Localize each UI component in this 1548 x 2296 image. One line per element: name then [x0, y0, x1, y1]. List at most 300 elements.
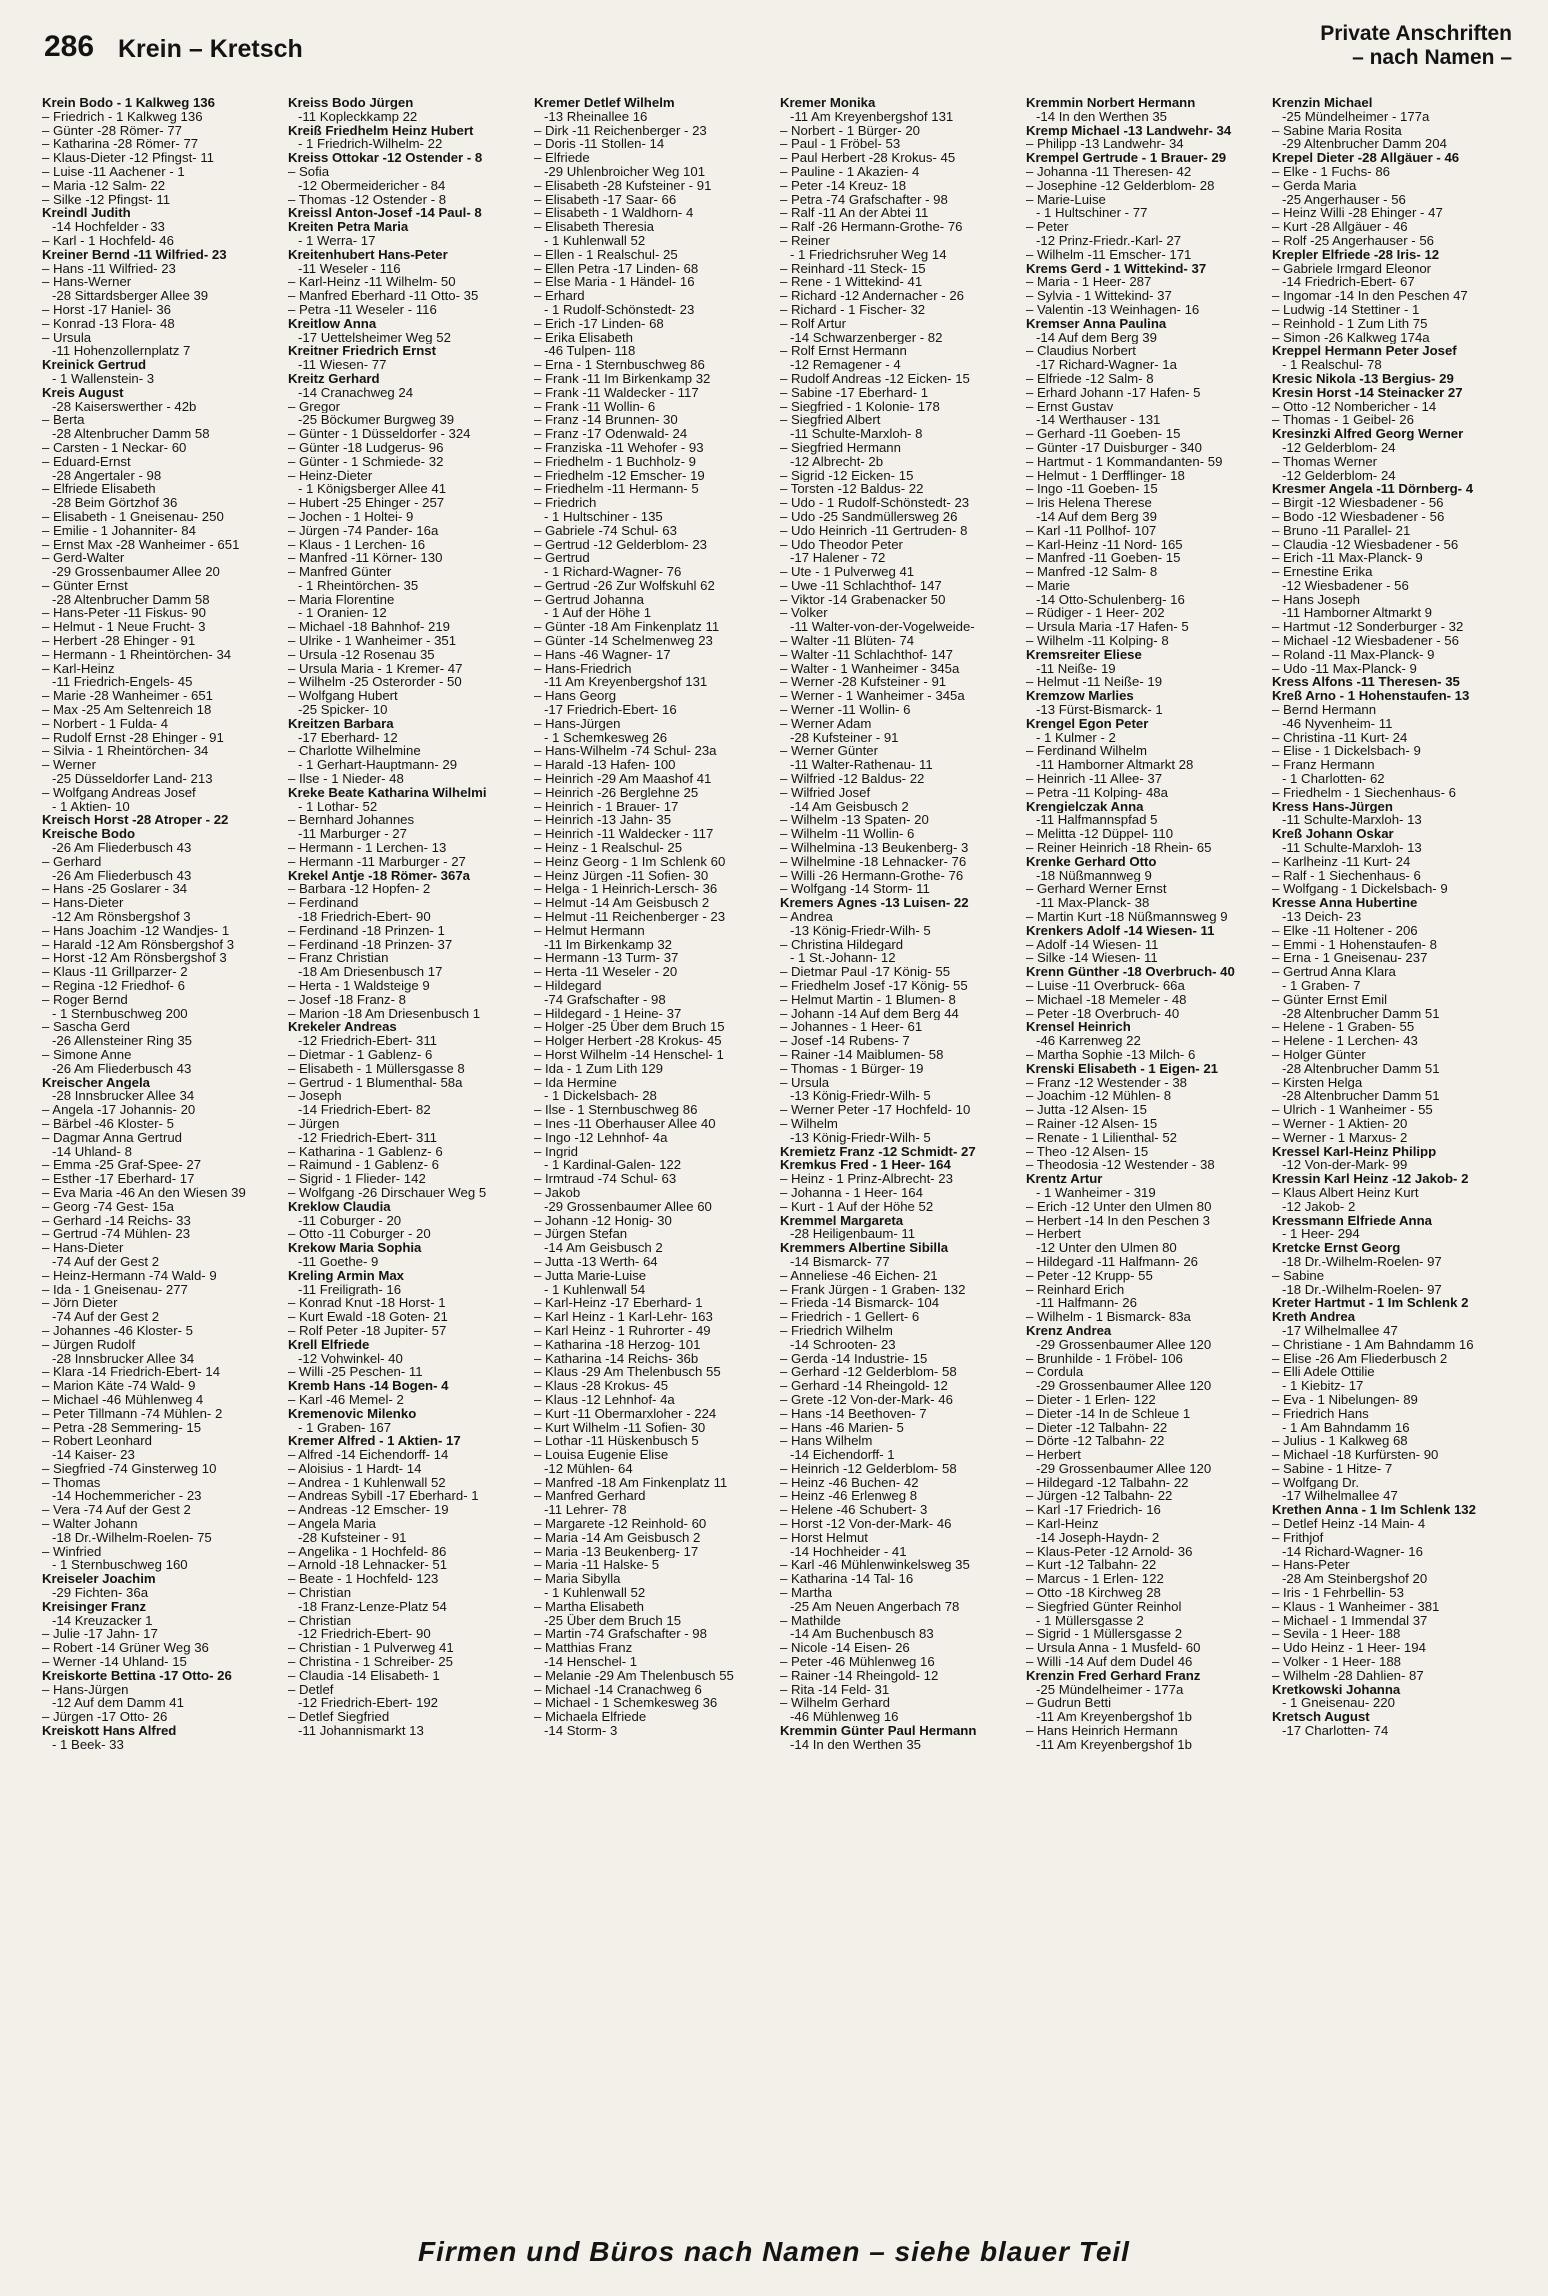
listing-entry: – Hartmut - 1 Kommandanten- 59: [1026, 454, 1223, 469]
listing-entry: – Michael -18 Kurfürsten- 90: [1272, 1448, 1439, 1462]
listing-entry: – Karl -46 Memel- 2: [288, 1392, 404, 1407]
listing-entry: -13 Deich- 23: [1282, 910, 1362, 924]
listing-entry: – Holger Günter: [1272, 1047, 1366, 1062]
listing-entry: – Kurt -11 Obermarxloher - 224: [534, 1406, 717, 1421]
listing-entry: – Jutta -12 Alsen- 15: [1026, 1103, 1147, 1117]
listing-entry: – Heinrich -11 Waldecker - 117: [534, 827, 714, 842]
listing-entry: – Angela Maria: [288, 1517, 376, 1531]
listing-entry: – Dirk -11 Reichenberger - 23: [534, 123, 707, 138]
listing-entry: -25 Über dem Bruch 15: [544, 1613, 682, 1628]
listing-entry: – Christina Hildegard: [780, 937, 904, 952]
listing-entry: -28 Angertaler - 98: [52, 468, 162, 483]
listing-entry: – Klaus -11 Grillparzer- 2: [42, 965, 188, 979]
listing-entry: – Klaus -29 Am Thelenbusch 55: [534, 1365, 721, 1380]
listing-entry: – Werner - 1 Wanheimer - 345a: [780, 689, 965, 704]
listing-entry: – Holger Herbert -28 Krokus- 45: [534, 1034, 722, 1048]
listing-entry: – Kurt Wilhelm -11 Sofien- 30: [534, 1420, 706, 1435]
listing-entry: – Viktor -14 Grabenacker 50: [780, 592, 946, 607]
listing-entry: – Michaela Elfriede: [534, 1710, 647, 1725]
listing-entry: – Birgit -12 Wiesbadener - 56: [1272, 496, 1444, 510]
listing-entry: Kressel Karl-Heinz Philipp: [1272, 1144, 1437, 1159]
listing-entry: – Michael -46 Mühlenweg 4: [42, 1392, 204, 1407]
listing-entry: – Rita -14 Feld- 31: [780, 1682, 890, 1697]
listing-entry: – Heinrich - 1 Brauer- 17: [534, 799, 679, 814]
listing-entry: Kressin Karl Heinz -12 Jakob- 2: [1272, 1172, 1469, 1186]
listing-entry: – Hans-Dieter: [42, 1241, 124, 1255]
listing-entry: – Martha Elisabeth: [534, 1599, 644, 1614]
listing-entry: -11 Marburger - 27: [298, 827, 407, 842]
listing-entry: – Rene - 1 Wittekind- 41: [780, 275, 923, 290]
listing-entry: -17 Friedrich-Ebert- 16: [544, 703, 677, 717]
listing-entry: – Karl-Heinz -11 Wilhelm- 50: [288, 275, 456, 290]
listing-entry: – Günter - 1 Düsseldorfer - 324: [288, 427, 471, 441]
listing-entry: -25 Mündelheimer - 177a: [1282, 109, 1430, 124]
listing-entry: – Hubert -25 Ehinger - 257: [288, 496, 445, 510]
listing-entry: – Julius - 1 Kalkweg 68: [1272, 1434, 1408, 1449]
listing-entry: -14 Storm- 3: [544, 1724, 618, 1738]
listing-entry: – Christina - 1 Schreiber- 25: [288, 1655, 453, 1669]
listing-entry: – Frank -11 Im Birkenkamp 32: [534, 371, 711, 386]
listing-column-5: [1026, 96, 1260, 2216]
listing-entry: – Karl - 1 Hochfeld- 46: [42, 233, 174, 248]
listing-entry: Kreter Hartmut - 1 Im Schlenk 2: [1272, 1296, 1469, 1311]
listing-entry: Kreis August: [42, 385, 124, 400]
listing-entry: -11 Max-Planck- 38: [1036, 896, 1150, 911]
listing-entry: – Michael -12 Wiesbadener - 56: [1272, 634, 1459, 648]
listing-entry: -14 Kaiser- 23: [52, 1448, 135, 1462]
listing-entry: -11 Hamborner Altmarkt 9: [1282, 606, 1432, 621]
listing-entry: – Walter -11 Schlachthof- 147: [780, 647, 953, 662]
listing-entry: -11 Hamborner Altmarkt 28: [1036, 758, 1194, 773]
listing-entry: – Bernhard Johannes: [288, 813, 415, 828]
listing-entry: - 1 Müllersgasse 2: [1036, 1613, 1144, 1628]
listing-entry: – Andrea - 1 Kuhlenwall 52: [288, 1475, 446, 1490]
listing-entry: – Wilhelm: [780, 1116, 838, 1131]
listing-entry: Kremenovic Milenko: [288, 1406, 417, 1421]
listing-entry: – Elisabeth - 1 Gneisenau- 250: [42, 509, 224, 524]
listing-entry: Krepel Dieter -28 Allgäuer - 46: [1272, 151, 1460, 165]
listing-entry: – Heinrich -13 Jahn- 35: [534, 813, 672, 828]
listing-entry: – Friedrich - 1 Gellert- 6: [780, 1310, 920, 1324]
listing-entry: - 1 Graben- 167: [298, 1420, 392, 1435]
listing-entry: Kretsch August: [1272, 1710, 1370, 1725]
listing-entry: – Vera -74 Auf der Gest 2: [42, 1503, 191, 1518]
listing-entry: – Friedhelm -12 Emscher- 19: [534, 468, 705, 483]
listing-entry: Kresin Horst -14 Steinacker 27: [1272, 385, 1463, 400]
listing-entry: – Gerhard Werner Ernst: [1026, 882, 1167, 897]
listing-entry: -14 Auf dem Berg 39: [1036, 330, 1157, 345]
listing-entry: – Kurt Ewald -18 Goten- 21: [288, 1310, 448, 1324]
listing-entry: -17 Richard-Wagner- 1a: [1036, 358, 1177, 372]
listing-entry: -11 Johannismarkt 13: [298, 1724, 424, 1738]
listing-entry: – Werner -14 Uhland- 15: [42, 1655, 187, 1669]
listing-entry: -46 Nyvenheim- 11: [1282, 716, 1393, 731]
listing-entry: -13 König-Friedr-Wilh- 5: [790, 1089, 931, 1104]
listing-entry: – Wilhelm -11 Emscher- 171: [1026, 247, 1192, 262]
listing-entry: – Kirsten Helga: [1272, 1075, 1363, 1090]
listing-entry: – Udo Heinz - 1 Heer- 194: [1272, 1641, 1426, 1656]
listing-entry: -11 Goethe- 9: [298, 1254, 379, 1269]
listing-entry: Kreß Arno - 1 Hohenstaufen- 13: [1272, 689, 1470, 704]
listing-entry: – Martin Kurt -18 Nüßmannsweg 9: [1026, 910, 1228, 924]
listing-entry: – Arnold -18 Lehnacker- 51: [288, 1558, 448, 1573]
listing-entry: – Josef -18 Franz- 8: [288, 992, 407, 1007]
listing-entry: – Friedhelm Josef -17 König- 55: [780, 979, 968, 993]
listing-entry: – Elfriede -12 Salm- 8: [1026, 371, 1154, 386]
listing-entry: – Ingomar -14 In den Peschen 47: [1272, 289, 1468, 303]
listing-entry: – Holger -25 Über dem Bruch 15: [534, 1020, 725, 1035]
listing-entry: -11 Schulte-Marxloh- 13: [1282, 813, 1422, 828]
listing-column-2: [288, 96, 522, 2216]
listing-entry: – Max -25 Am Seltenreich 18: [42, 703, 212, 717]
listing-entry: – Katharina -14 Reichs- 36b: [534, 1351, 699, 1366]
listing-entry: Kremmers Albertine Sibilla: [780, 1241, 949, 1255]
listing-entry: – Kurt -28 Allgäuer - 46: [1272, 220, 1408, 234]
listing-column-1: [42, 96, 276, 2216]
listing-entry: – Elisabeth Theresia: [534, 220, 654, 234]
listing-entry: -11 Hohenzollernplatz 7: [52, 344, 191, 359]
listing-entry: – Gabriele Irmgard Eleonor: [1272, 261, 1432, 276]
listing-entry: – Maria Florentine: [288, 592, 395, 607]
listing-entry: – Horst -17 Haniel- 36: [42, 302, 172, 317]
listing-column-4: [780, 96, 1014, 2216]
listing-entry: -11 Weseler - 116: [298, 261, 401, 276]
listing-entry: – Thomas - 1 Geibel- 26: [1272, 413, 1414, 428]
listing-entry: -17 Eberhard- 12: [298, 730, 398, 745]
listing-entry: – Margarete -12 Reinhold- 60: [534, 1517, 707, 1531]
listing-entry: – Julie -17 Jahn- 17: [42, 1627, 158, 1642]
listing-entry: – Heinrich -29 Am Maashof 41: [534, 772, 712, 786]
listing-entry: – Silke -12 Pfingst- 11: [42, 192, 171, 207]
listing-entry: – Wilhelm -25 Osterorder - 50: [288, 675, 462, 690]
listing-entry: – Klaus -12 Lehnhof- 4a: [534, 1392, 675, 1407]
listing-entry: – Hans Joseph: [1272, 592, 1360, 607]
listing-entry: – Ingo -12 Lehnhof- 4a: [534, 1130, 668, 1145]
listing-entry: – Wilhelm -11 Wollin- 6: [780, 827, 915, 842]
listing-entry: – Heinz Willi -28 Ehinger - 47: [1272, 206, 1443, 221]
listing-entry: – Karl-Heinz: [1026, 1517, 1099, 1531]
listing-entry: -14 Am Buchenbusch 83: [790, 1627, 934, 1642]
listing-entry: – Karl Heinz - 1 Ruhrorter - 49: [534, 1323, 711, 1338]
listing-entry: – Bärbel -46 Kloster- 5: [42, 1116, 174, 1131]
listing-entry: – Michael -18 Memeler - 48: [1026, 992, 1187, 1007]
listing-entry: – Elfriede: [534, 151, 590, 165]
listing-entry: -29 Altenbrucher Damm 204: [1282, 137, 1447, 152]
listing-entry: – Gertrud -12 Gelderblom- 23: [534, 537, 707, 552]
listing-entry: – Heinrich -12 Gelderblom- 58: [780, 1461, 957, 1476]
listing-entry: -28 Kufsteiner - 91: [298, 1530, 407, 1545]
listing-entry: – Friedrich - 1 Kalkweg 136: [42, 109, 203, 124]
listing-entry: – Hans-Peter -11 Fiskus- 90: [42, 606, 206, 621]
listing-entry: -18 Am Driesenbusch 17: [298, 965, 443, 979]
listing-entry: – Louisa Eugenie Elise: [534, 1448, 669, 1462]
listing-entry: -12 Friedrich-Ebert- 311: [298, 1130, 438, 1145]
listing-entry: – Udo -11 Max-Planck- 9: [1272, 661, 1417, 676]
listing-entry: – Werner Günter: [780, 744, 878, 759]
listing-entry: – Maria -14 Am Geisbusch 2: [534, 1530, 701, 1545]
listing-entry: – Rudolf Andreas -12 Eicken- 15: [780, 371, 970, 386]
listing-entry: – Katharina - 1 Gablenz- 6: [288, 1144, 443, 1159]
listing-entry: -13 König-Friedr-Wilh- 5: [790, 1130, 931, 1145]
listing-entry: Kreische Bodo: [42, 827, 136, 842]
listing-entry: – Friedrich: [534, 496, 597, 510]
listing-entry: – Detlef Siegfried: [288, 1710, 390, 1725]
listing-entry: – Wolfgang Hubert: [288, 689, 398, 704]
listing-entry: – Mathilde: [780, 1613, 841, 1628]
listing-entry: - 1 St.-Johann- 12: [790, 951, 896, 966]
listing-entry: Kressmann Elfriede Anna: [1272, 1213, 1433, 1228]
listing-entry: – Ingo -11 Goeben- 15: [1026, 482, 1158, 497]
listing-entry: -14 In den Werthen 35: [790, 1737, 921, 1752]
listing-entry: – Katharina -14 Tal- 16: [780, 1572, 914, 1587]
listing-entry: – Winfried: [42, 1544, 102, 1559]
listing-entry: – Manfred -12 Salm- 8: [1026, 565, 1158, 579]
listing-entry: – Konrad -13 Flora- 48: [42, 316, 175, 331]
listing-entry: -11 Halfmannspfad 5: [1036, 813, 1158, 828]
listing-entry: – Wilfried -12 Baldus- 22: [780, 772, 925, 786]
listing-entry: – Iris Helena Therese: [1026, 496, 1152, 510]
listing-entry: – Elise -26 Am Fliederbusch 2: [1272, 1351, 1448, 1366]
listing-entry: – Wolfgang -26 Dirschauer Weg 5: [288, 1185, 487, 1200]
section-title-line-2: – nach Namen –: [1352, 46, 1512, 69]
listing-entry: -14 Kreuzacker 1: [52, 1613, 153, 1628]
listing-entry: -11 Am Kreyenbergshof 131: [544, 675, 708, 690]
listing-entry: -28 Heiligenbaum- 11: [790, 1227, 916, 1242]
listing-entry: – Lothar -11 Hüskenbusch 5: [534, 1434, 699, 1449]
listing-entry: – Bernd Hermann: [1272, 703, 1377, 717]
listing-entry: – Martha Sophie -13 Milch- 6: [1026, 1047, 1196, 1062]
listing-entry: - 1 Sternbuschweg 200: [52, 1006, 188, 1021]
listing-entry: – Hermann - 1 Lerchen- 13: [288, 841, 447, 855]
listing-entry: – Gertrud Anna Klara: [1272, 965, 1396, 979]
listing-entry: – Heinz - 1 Realschul- 25: [534, 841, 683, 855]
listing-entry: – Ida - 1 Gneisenau- 277: [42, 1282, 188, 1297]
listing-entry: Kreitz Gerhard: [288, 371, 380, 386]
listing-entry: -18 Dr.-Wilhelm-Roelen- 75: [52, 1530, 212, 1545]
listing-entry: – Günter -18 Am Finkenplatz 11: [534, 620, 720, 635]
listing-entry: -74 Auf der Gest 2: [52, 1254, 160, 1269]
listing-entry: – Nicole -14 Eisen- 26: [780, 1641, 910, 1656]
listing-entry: – Friedhelm -11 Hermann- 5: [534, 482, 699, 497]
listing-entry: -14 Schrooten- 23: [790, 1337, 896, 1352]
listing-entry: – Bruno -11 Parallel- 21: [1272, 523, 1411, 538]
listing-entry: – Bodo -12 Wiesbadener - 56: [1272, 509, 1445, 524]
listing-entry: – Maria -13 Beukenberg- 17: [534, 1544, 699, 1559]
listing-entry: – Rolf -25 Angerhauser - 56: [1272, 233, 1435, 248]
listing-entry: – Ellen Petra -17 Linden- 68: [534, 261, 699, 276]
listing-entry: – Petra -11 Weseler - 116: [288, 302, 437, 317]
listing-entry: - 1 Hultschiner - 77: [1036, 206, 1148, 221]
listing-entry: – Erich -11 Max-Planck- 9: [1272, 551, 1423, 566]
listing-entry: – Roland -11 Max-Planck- 9: [1272, 647, 1435, 662]
listing-entry: – Hans-Peter: [1272, 1558, 1350, 1573]
listing-entry: – Maria -11 Halske- 5: [534, 1558, 660, 1573]
listing-entry: – Jürgen Rudolf: [42, 1337, 136, 1352]
listing-entry: -12 Friedrich-Ebert- 311: [298, 1034, 438, 1048]
listing-entry: – Dieter - 1 Erlen- 122: [1026, 1392, 1156, 1407]
listing-entry: – Claudius Norbert: [1026, 344, 1136, 359]
listing-entry: – Friedhelm - 1 Buchholz- 9: [534, 454, 696, 469]
listing-entry: – Günter -14 Schelmenweg 23: [534, 634, 713, 648]
listing-entry: – Helmut Martin - 1 Blumen- 8: [780, 992, 956, 1007]
listing-entry: – Ernst Gustav: [1026, 399, 1114, 414]
listing-entry: – Ulrike - 1 Wanheimer - 351: [288, 634, 457, 648]
listing-entry: – Manfred -11 Körner- 130: [288, 551, 443, 566]
listing-entry: – Ferdinand Wilhelm: [1026, 744, 1147, 759]
listing-entry: – Robert Leonhard: [42, 1434, 152, 1449]
listing-entry: – Renate - 1 Lilienthal- 52: [1026, 1130, 1178, 1145]
listing-entry: – Alfred -14 Eichendorff- 14: [288, 1448, 449, 1462]
listing-entry: -25 Spicker- 10: [298, 703, 388, 717]
listing-entry: -12 Albrecht- 2b: [790, 454, 884, 469]
listing-entry: – Frieda -14 Bismarck- 104: [780, 1296, 940, 1311]
listing-entry: – Hans Wilhelm: [780, 1434, 873, 1449]
listing-entry: – Hans-Friedrich: [534, 661, 632, 676]
listing-entry: – Ernst Max -28 Wanheimer - 651: [42, 537, 240, 552]
listing-entry: – Franz -14 Brunnen- 30: [534, 413, 678, 428]
listing-entry: – Hildegard -11 Halfmann- 26: [1026, 1254, 1199, 1269]
listing-entry: - 1 Rheintörchen- 35: [298, 578, 419, 593]
listing-entry: – Gerhard -12 Gelderblom- 58: [780, 1365, 957, 1380]
listing-entry: – Christian - 1 Pulverweg 41: [288, 1641, 454, 1656]
listing-entry: – Sofia: [288, 164, 330, 179]
listing-entry: Kremsreiter Eliese: [1026, 647, 1142, 662]
listing-entry: -12 Jakob- 2: [1282, 1199, 1356, 1214]
listing-entry: – Regina -12 Friedhof- 6: [42, 979, 185, 993]
listing-entry: – Robert -14 Grüner Weg 36: [42, 1641, 209, 1656]
listing-entry: – Cordula: [1026, 1365, 1084, 1380]
listing-entry: – Udo - 1 Rudolf-Schönstedt- 23: [780, 496, 970, 510]
listing-entry: Kreitner Friedrich Ernst: [288, 344, 437, 359]
listing-entry: – Friedhelm - 1 Siechenhaus- 6: [1272, 785, 1456, 800]
listing-entry: – Konrad Knut -18 Horst- 1: [288, 1296, 446, 1311]
listing-entry: – Simon -26 Kalkweg 174a: [1272, 330, 1430, 345]
listing-entry: – Wilhelm Gerhard: [780, 1696, 890, 1711]
listing-entry: – Claudia -14 Elisabeth- 1: [288, 1668, 440, 1683]
listing-entry: – Franz -17 Odenwald- 24: [534, 427, 688, 441]
listing-entry: – Peter -14 Kreuz- 18: [780, 178, 907, 193]
listing-entry: – Jörn Dieter: [42, 1296, 118, 1311]
listing-entry: – Sylvia - 1 Wittekind- 37: [1026, 289, 1172, 303]
listing-entry: – Richard -12 Andernacher - 26: [780, 289, 964, 303]
listing-entry: Kreisinger Franz: [42, 1599, 147, 1614]
listing-entry: -29 Grossenbaumer Allee 120: [1036, 1337, 1212, 1352]
listing-entry: – Hermann -11 Marburger - 27: [288, 854, 466, 869]
listing-entry: – Reinhard Erich: [1026, 1282, 1125, 1297]
listing-entry: – Raimund - 1 Gablenz- 6: [288, 1158, 439, 1173]
listing-entry: Kreiskorte Bettina -17 Otto- 26: [42, 1668, 232, 1683]
listing-entry: – Christian: [288, 1586, 352, 1600]
listing-entry: – Dagmar Anna Gertrud: [42, 1130, 183, 1145]
listing-entry: -11 Walter-von-der-Vogelweide-: [790, 620, 975, 635]
listing-entry: – Beate - 1 Hochfeld- 123: [288, 1572, 439, 1587]
listing-entry: – Thomas - 1 Bürger- 19: [780, 1061, 924, 1076]
listing-entry: Krepler Elfriede -28 Iris- 12: [1272, 247, 1440, 262]
listing-entry: - 1 Auf der Höhe 1: [544, 606, 652, 621]
listing-entry: Kreischer Angela: [42, 1075, 150, 1090]
listing-entry: – Rolf Peter -18 Jupiter- 57: [288, 1323, 447, 1338]
listing-entry: Krekel Antje -18 Römer- 367a: [288, 868, 471, 883]
listing-entry: - 1 Schemkesweg 26: [544, 730, 668, 745]
listing-entry: – Karl -17 Friedrich- 16: [1026, 1503, 1161, 1518]
listing-entry: – Sabine Maria Rosita: [1272, 123, 1402, 138]
listing-entry: -28 Altenbrucher Damm 58: [52, 592, 210, 607]
listing-entry: – Maria -12 Salm- 22: [42, 178, 166, 193]
listing-entry: – Johann -12 Honig- 30: [534, 1213, 672, 1228]
listing-entry: Kremietz Franz -12 Schmidt- 27: [780, 1144, 976, 1159]
listing-entry: Kreke Beate Katharina Wilhelmi: [288, 785, 487, 800]
listing-entry: – Frank -11 Wollin- 6: [534, 399, 656, 414]
listing-entry: -11 Schulte-Marxloh- 13: [1282, 841, 1422, 855]
listing-entry: – Jürgen: [288, 1116, 340, 1131]
listing-entry: -14 Hochemmericher - 23: [52, 1489, 202, 1504]
listing-entry: – Dietmar - 1 Gablenz- 6: [288, 1047, 433, 1062]
listing-entry: – Eva - 1 Nibelungen- 89: [1272, 1392, 1418, 1407]
listing-entry: – Günter -17 Duisburger - 340: [1026, 440, 1202, 455]
listing-entry: -12 Am Rönsbergshof 3: [52, 910, 191, 924]
listing-entry: -11 Halfmann- 26: [1036, 1296, 1137, 1311]
listing-entry: – Sabine: [1272, 1268, 1325, 1283]
listing-entry: -17 Wilhelmallee 47: [1282, 1323, 1398, 1338]
listing-entry: – Ludwig -14 Stettiner - 1: [1272, 302, 1420, 317]
listing-entry: Kremer Detlef Wilhelm: [534, 96, 675, 110]
listing-entry: -25 Böckumer Burgweg 39: [298, 413, 455, 428]
listing-entry: – Günter -28 Römer- 77: [42, 123, 182, 138]
listing-entry: – Franz -12 Westender - 38: [1026, 1075, 1188, 1090]
listing-entry: – Ursula -12 Rosenau 35: [288, 647, 435, 662]
listing-entry: – Philipp -13 Landwehr- 34: [1026, 137, 1184, 152]
listing-entry: -14 Schwarzenberger - 82: [790, 330, 943, 345]
listing-entry: -14 In den Werthen 35: [1036, 109, 1167, 124]
listing-entry: – Christian: [288, 1613, 352, 1628]
listing-entry: -28 Innsbrucker Allee 34: [52, 1351, 195, 1366]
listing-entry: – Harald -12 Am Rönsbergshof 3: [42, 937, 235, 952]
listing-entry: -18 Franz-Lenze-Platz 54: [298, 1599, 447, 1614]
listing-entry: - 1 Friedrich-Wilhelm- 22: [298, 137, 443, 152]
listing-entry: – Norbert - 1 Fulda- 4: [42, 716, 169, 731]
listing-entry: – Gerda -14 Industrie- 15: [780, 1351, 928, 1366]
listing-entry: – Siegfried Albert: [780, 413, 881, 428]
listing-entry: – Hildegard -12 Talbahn- 22: [1026, 1475, 1189, 1490]
listing-entry: – Heinrich -11 Allee- 37: [1026, 772, 1163, 786]
listing-entry: -28 Sittardsberger Allee 39: [52, 289, 209, 303]
listing-entry: -18 Nüßmannweg 9: [1036, 868, 1152, 883]
listing-entry: -14 Joseph-Haydn- 2: [1036, 1530, 1160, 1545]
listing-entry: – Heinrich -26 Berglehne 25: [534, 785, 699, 800]
listing-entry: – Emmi - 1 Hohenstaufen- 8: [1272, 937, 1437, 952]
listing-entry: – Herbert -28 Ehinger - 91: [42, 634, 196, 648]
listing-entry: – Roger Bernd: [42, 992, 128, 1007]
listing-entry: -11 Friedrich-Engels- 45: [52, 675, 193, 690]
listing-entry: – Rüdiger - 1 Heer- 202: [1026, 606, 1165, 621]
listing-entry: – Wilhelm -11 Kolping- 8: [1026, 634, 1169, 648]
listing-entry: – Walter -11 Blüten- 74: [780, 634, 915, 648]
listing-entry: – Charlotte Wilhelmine: [288, 744, 421, 759]
listing-entry: – Heinz Jürgen -11 Sofien- 30: [534, 868, 709, 883]
listing-entry: Kresinzki Alfred Georg Werner: [1272, 427, 1464, 441]
listing-entry: – Hans Georg: [534, 689, 617, 704]
listing-entry: Krems Gerd - 1 Wittekind- 37: [1026, 261, 1207, 276]
listing-entry: – Eva Maria -46 An den Wiesen 39: [42, 1185, 246, 1200]
listing-entry: – Otto -12 Nombericher - 14: [1272, 399, 1437, 414]
listing-entry: Krentz Artur: [1026, 1172, 1103, 1186]
listing-entry: – Heinz - 1 Prinz-Albrecht- 23: [780, 1172, 953, 1186]
listing-entry: Kresse Anna Hubertine: [1272, 896, 1418, 911]
listing-entry: – Herbert: [1026, 1448, 1081, 1462]
listing-entry: – Maria - 1 Heer- 287: [1026, 275, 1152, 290]
listing-entry: Krekeler Andreas: [288, 1020, 397, 1035]
listing-entry: – Gregor: [288, 399, 341, 414]
